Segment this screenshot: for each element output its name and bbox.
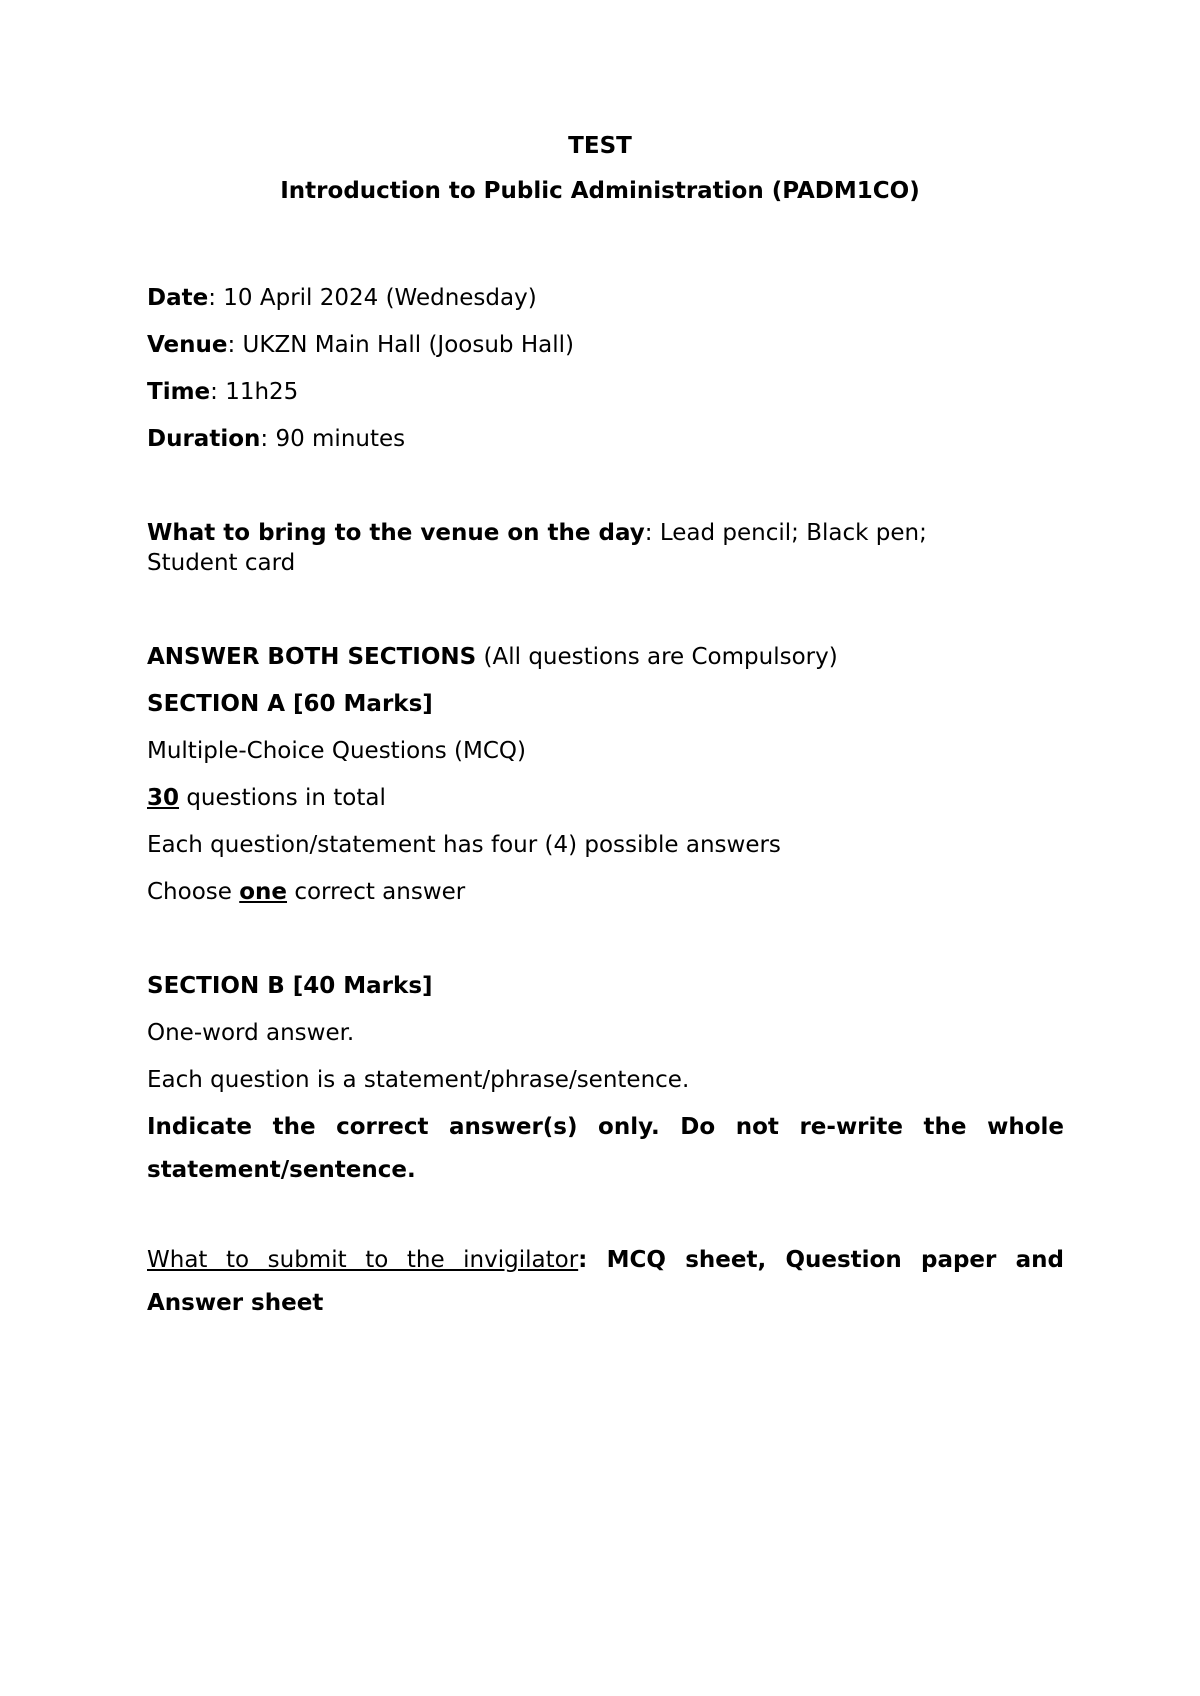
bring-label: What to bring to the venue on the day	[147, 520, 645, 546]
venue-value: : UKZN Main Hall (Joosub Hall)	[227, 332, 574, 358]
doc-subtitle: Introduction to Public Administration (PADM1CO)	[280, 178, 920, 204]
duration-line	[147, 426, 1064, 452]
question-count-text: questions in total	[179, 785, 386, 811]
date-label: Date	[147, 285, 209, 311]
instructions-note: (All questions are Compulsory)	[476, 644, 838, 670]
section-b-type: One-word answer.	[147, 1020, 355, 1046]
date-value: : 10 April 2024 (Wednesday)	[208, 285, 537, 311]
section-b-instruction-line1: Indicate the correct answer(s) only. Do not re-write the whole	[147, 1114, 1064, 1140]
bring-line	[147, 520, 1064, 546]
section-a-heading: SECTION A [60 Marks]	[147, 691, 433, 717]
question-count: 30	[147, 785, 180, 811]
bring-value-continued: Student card	[147, 550, 296, 576]
section-a-options: Each question/statement has four (4) possible answers	[147, 832, 781, 858]
submit-line	[147, 1247, 1064, 1273]
section-b-desc: Each question is a statement/phrase/sentence.	[147, 1067, 690, 1093]
choose-suffix: correct answer	[287, 879, 466, 905]
choose-emphasis: one	[239, 879, 288, 905]
section-a-count	[147, 785, 1064, 811]
time-line	[147, 379, 1064, 405]
duration-label: Duration	[147, 426, 261, 452]
section-b-instruction-line2: statement/sentence.	[147, 1157, 416, 1183]
instructions-heading: ANSWER BOTH SECTIONS	[147, 644, 477, 670]
instructions-line	[147, 644, 1064, 670]
time-value: : 11h25	[210, 379, 299, 405]
section-a-type: Multiple-Choice Questions (MCQ)	[147, 738, 526, 764]
bring-value: : Lead pencil; Black pen;	[644, 520, 927, 546]
choose-prefix: Choose	[147, 879, 240, 905]
venue-label: Venue	[147, 332, 228, 358]
date-line	[147, 285, 1064, 311]
time-label: Time	[147, 379, 211, 405]
submit-value-continued: Answer sheet	[147, 1290, 324, 1316]
submit-label: What to submit to the invigilator	[147, 1247, 579, 1273]
doc-title: TEST	[568, 133, 632, 159]
submit-value: : MCQ sheet, Question paper and	[578, 1247, 1064, 1273]
section-b-heading: SECTION B [40 Marks]	[147, 973, 433, 999]
venue-line	[147, 332, 1064, 358]
duration-value: : 90 minutes	[260, 426, 406, 452]
section-a-choose	[147, 879, 1064, 905]
